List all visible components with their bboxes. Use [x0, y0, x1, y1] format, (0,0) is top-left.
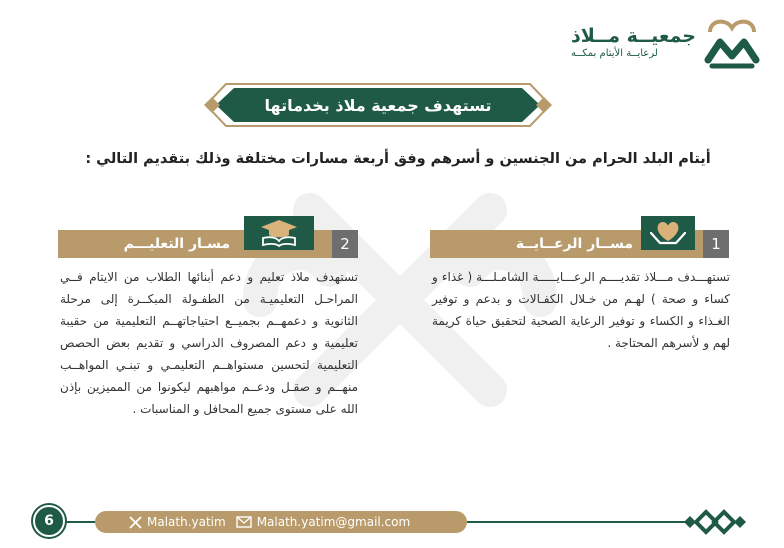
- page-number: 6: [33, 505, 65, 537]
- email-contact[interactable]: [236, 515, 410, 529]
- email-address: Malath.yatim@gmail.com: [256, 515, 411, 529]
- organization-logo: [571, 16, 762, 70]
- section-number: 1: [703, 230, 729, 258]
- section-number: 2: [332, 230, 358, 258]
- x-twitter-icon: [129, 516, 142, 529]
- section-header-care: [430, 230, 729, 258]
- heart-hands-icon: [648, 219, 688, 247]
- logo-name: جمعيــة مــلاذ: [571, 25, 696, 47]
- footer-divider-right: [467, 521, 685, 523]
- section-text-education: تستهدف ملاذ تعليم و دعم أبنائها الطلاب من الايتام فــي المراحـل التعليميـة من الطفـولة المبكــرة إلى مرحلة الثانوية و دعمهــم بجميــع احتياجاتهــم التعليمية من حقيبة تعليمية و دعم المصروف الدراسي و تقديم بعض الحصص التعليمية لتحسين مستواهــم التعليمـي و تبنـي المواهــب منهــم و صقـل ودعــم مواهبهم ليكونوا من المميزين بإذن الله على مستوى جميع المحافل و المناسبات .: [60, 270, 358, 416]
- section-icon-box: [641, 216, 695, 250]
- twitter-contact[interactable]: [129, 515, 226, 529]
- graduation-book-icon: [257, 218, 301, 248]
- banner-title: تستهدف جمعية ملاذ بخدماتها: [264, 95, 492, 115]
- section-header-education: [58, 230, 358, 258]
- logo-subtitle: لرعايــة الأيتام بمكــه: [571, 48, 658, 59]
- email-icon: [236, 516, 252, 528]
- section-title: مسـار التعليـــم: [123, 236, 230, 252]
- footer-contact-bar: [95, 511, 467, 533]
- section-text-care: تستهـــدف مـــلاذ تقديــــم الرعـــايـــــة الشامـلـــة ( غذاء و كساء و صحة ) لهـم من خـلال الكفـالات و بدعم و توفير الغـذاء و الكساء و توفير الرعاية الصحية لتحقيق حياة كريمة لهم و لأسرهم المحتاجة .: [432, 270, 730, 350]
- intro-text: أيتام البلد الحرام من الجنسين و أسرهم وفق أربعة مسارات مختلفة وذلك بتقديم التالي :: [85, 151, 711, 167]
- malath-logo-icon: [702, 16, 762, 70]
- section-icon-box: [244, 216, 314, 250]
- twitter-handle: Malath.yatim: [147, 515, 226, 529]
- section-title: مســار الرعــايــة: [515, 236, 633, 252]
- knot-ornament-icon: [682, 506, 748, 538]
